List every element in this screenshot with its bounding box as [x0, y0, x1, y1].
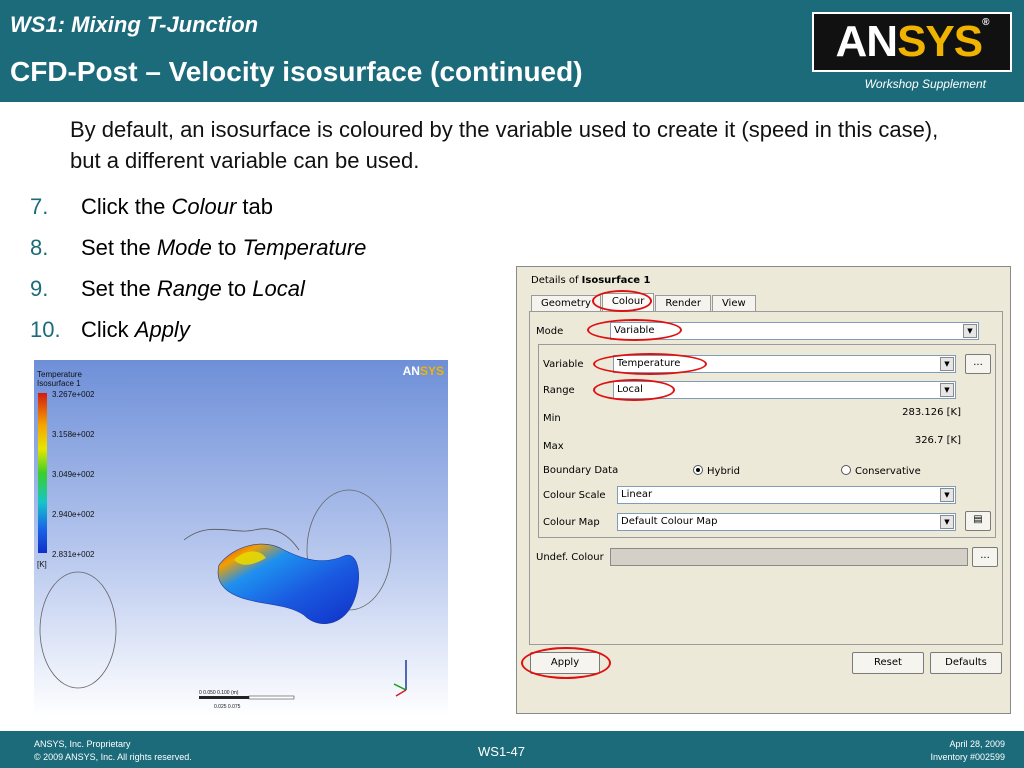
ansys-logo-text: ANSYS® [835, 17, 989, 66]
slide-header [0, 0, 1024, 102]
defaults-button[interactable]: Defaults [930, 652, 1002, 674]
slide-title: CFD-Post – Velocity isosurface (continued) [10, 56, 583, 87]
mode-select[interactable]: Variable ▼ [610, 322, 979, 340]
step-7 [30, 186, 366, 227]
chevron-down-icon: ▼ [940, 383, 954, 397]
cfd-viewer[interactable] [34, 360, 448, 716]
footer-date: April 28, 2009 [949, 739, 1005, 749]
mode-label: Mode [536, 326, 564, 337]
tab-colour[interactable]: Colour [602, 293, 654, 312]
max-value: 326.7 [K] [914, 435, 961, 446]
variable-more-button[interactable]: ... [965, 354, 991, 374]
slide-subtitle: WS1: Mixing T-Junction [10, 12, 259, 37]
viewer-logo: ANSYS [402, 364, 444, 378]
legend-tick: 2.831e+002 [52, 550, 95, 559]
undef-colour-swatch[interactable] [610, 548, 968, 566]
highlight-range [593, 379, 675, 401]
boundary-data-label: Boundary Data [543, 465, 619, 476]
max-label: Max [543, 441, 564, 452]
legend-unit: [K] [37, 560, 47, 569]
legend-tick: 2.940e+002 [52, 510, 95, 519]
step-9 [30, 268, 366, 309]
edit-map-icon: ▤ [973, 514, 983, 525]
highlight-mode [587, 319, 682, 341]
radio-selected-icon[interactable] [693, 465, 703, 475]
apply-button[interactable]: Apply [530, 652, 600, 674]
step-number: 8. [30, 235, 49, 260]
scale-bar [199, 696, 249, 699]
edit-colour-map-button[interactable] [965, 511, 991, 531]
chevron-down-icon: ▼ [940, 357, 954, 371]
highlight-apply [521, 647, 611, 679]
ansys-logo [812, 12, 1012, 72]
variable-select[interactable]: Temperature ▼ [613, 355, 956, 373]
step-text: Set the Range to Local [81, 276, 305, 301]
legend-tick: 3.267e+002 [52, 390, 95, 399]
chevron-down-icon: ▼ [963, 324, 977, 338]
colour-settings-group [538, 344, 996, 538]
colour-map-select[interactable]: Default Colour Map ▼ [617, 513, 956, 531]
range-select[interactable]: Local ▼ [613, 381, 956, 399]
footer-inventory: Inventory #002599 [930, 752, 1005, 762]
step-number: 9. [30, 276, 49, 301]
undef-colour-label: Undef. Colour [536, 552, 604, 563]
steps-list [30, 186, 366, 350]
legend-object: Isosurface 1 [37, 379, 81, 388]
tab-view[interactable]: View [712, 295, 756, 312]
footer-left [34, 738, 192, 764]
axis-x-icon [396, 690, 406, 696]
step-8 [30, 227, 366, 268]
legend-tick: 3.049e+002 [52, 470, 95, 479]
range-label: Range [543, 385, 575, 396]
junction-outline [184, 529, 299, 550]
scale-labels-bottom: 0.025 0.075 [214, 704, 241, 710]
min-value: 283.126 [K] [902, 407, 961, 418]
step-text: Click the Colour tab [81, 194, 273, 219]
isosurface-scene [34, 360, 448, 716]
axis-y-icon [394, 684, 406, 690]
step-10 [30, 309, 366, 350]
boundary-conservative-option[interactable]: Conservative [841, 465, 921, 477]
boundary-hybrid-option[interactable]: Hybrid [693, 465, 740, 477]
step-number: 10. [30, 317, 61, 342]
reset-button[interactable]: Reset [852, 652, 924, 674]
radio-icon[interactable] [841, 465, 851, 475]
footer-proprietary: ANSYS, Inc. Proprietary [34, 739, 131, 749]
colour-map-label: Colour Map [543, 517, 600, 528]
footer-right [930, 738, 1005, 764]
step-text: Set the Mode to Temperature [81, 235, 367, 260]
details-panel [516, 266, 1011, 714]
highlight-colour-tab [592, 290, 652, 312]
chevron-down-icon: ▼ [940, 488, 954, 502]
step-text: Click Apply [81, 317, 190, 342]
slide-footer [0, 731, 1024, 768]
legend-tick: 3.158e+002 [52, 430, 95, 439]
slide-number: WS1-47 [478, 744, 525, 759]
intro-paragraph: By default, an isosurface is coloured by the variable used to create it (speed in this case), but a different variable can be used. [70, 117, 939, 173]
colour-scale-select[interactable]: Linear ▼ [617, 486, 956, 504]
chevron-down-icon: ▼ [940, 515, 954, 529]
workshop-supplement-label: Workshop Supplement [864, 77, 986, 91]
colour-scale-label: Colour Scale [543, 490, 606, 501]
undef-colour-more-button[interactable]: ... [972, 547, 998, 567]
footer-copyright: © 2009 ANSYS, Inc. All rights reserved. [34, 752, 192, 762]
details-title: Details of Isosurface 1 [531, 275, 651, 286]
tab-render[interactable]: Render [655, 295, 711, 312]
min-label: Min [543, 413, 561, 424]
variable-label: Variable [543, 359, 584, 370]
highlight-variable [593, 353, 707, 375]
inlet-outline [40, 572, 116, 688]
legend-variable: Temperature [37, 370, 82, 379]
tab-geometry[interactable]: Geometry [531, 295, 601, 312]
step-number: 7. [30, 194, 49, 219]
scale-labels-top: 0 0.050 0.100 (m) [199, 690, 239, 696]
